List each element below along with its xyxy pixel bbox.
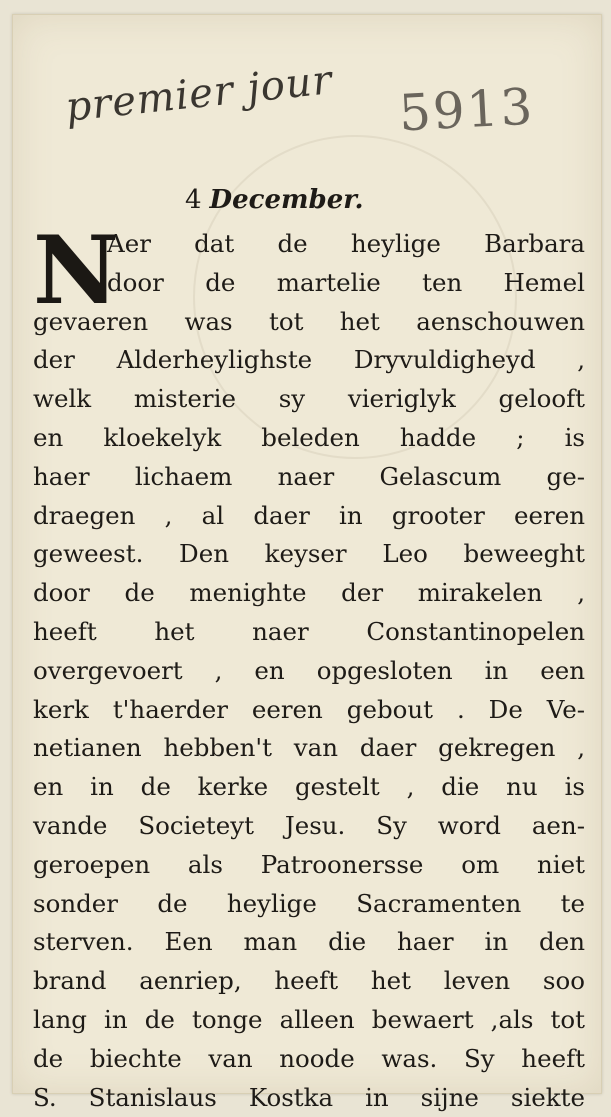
date-month: December. — [209, 185, 364, 215]
text-line: haer lichaem naer Gelascum ge- — [33, 461, 585, 491]
text-line: en in de kerke gestelt , die nu is — [33, 772, 585, 802]
text-line: Aer dat de heylige Barbara — [107, 229, 585, 258]
text-line: lang in de tonge alleen bewaert ,als tot — [33, 1004, 585, 1034]
date-heading — [185, 185, 364, 215]
text-line: door de martelie ten Hemel — [107, 267, 585, 297]
text-line: der Alderheylighste Dryvuldigheyd , — [33, 345, 585, 375]
text-line: brand aenriep, heeft het leven soo — [33, 966, 585, 996]
text-line: sonder de heylige Sacramenten te — [33, 888, 585, 918]
text-line: geroepen als Patroonersse om niet — [33, 849, 585, 879]
text-line: S. Stanislaus Kostka in sijne siekte — [33, 1082, 585, 1112]
text-line: overgevoert , en opgesloten in een — [33, 655, 585, 685]
text-line: de biechte van noode was. Sy heeft — [33, 1043, 585, 1073]
handwritten-annotation: premier jour — [63, 57, 335, 131]
drop-cap: N — [33, 216, 119, 326]
text-line: draegen , al daer in grooter eeren — [33, 500, 585, 530]
text-line: netianen hebben't van daer gekregen , — [33, 733, 585, 763]
text-line: vande Societeyt Jesu. Sy word aen- — [33, 810, 585, 840]
text-line: welk misterie sy vieriglyk gelooft — [33, 384, 585, 414]
paper-clipping — [12, 14, 602, 1112]
text-line: kerk t'haerder eeren gebout . De Ve- — [33, 694, 585, 724]
text-line: gevaeren was tot het aenschouwen — [33, 306, 585, 336]
date-day: 4 — [185, 185, 202, 215]
text-line: geweest. Den keyser Leo beweeght — [33, 539, 585, 569]
text-line: en kloekelyk beleden hadde ; is — [33, 422, 585, 452]
text-line: sterven. Een man die haer in den — [33, 927, 585, 957]
body-text — [33, 216, 585, 1117]
text-line: door de menighte der mirakelen , — [33, 578, 585, 608]
handwritten-number: 5913 — [397, 77, 536, 143]
text-line: heeft het naer Constantinopelen — [33, 616, 585, 646]
